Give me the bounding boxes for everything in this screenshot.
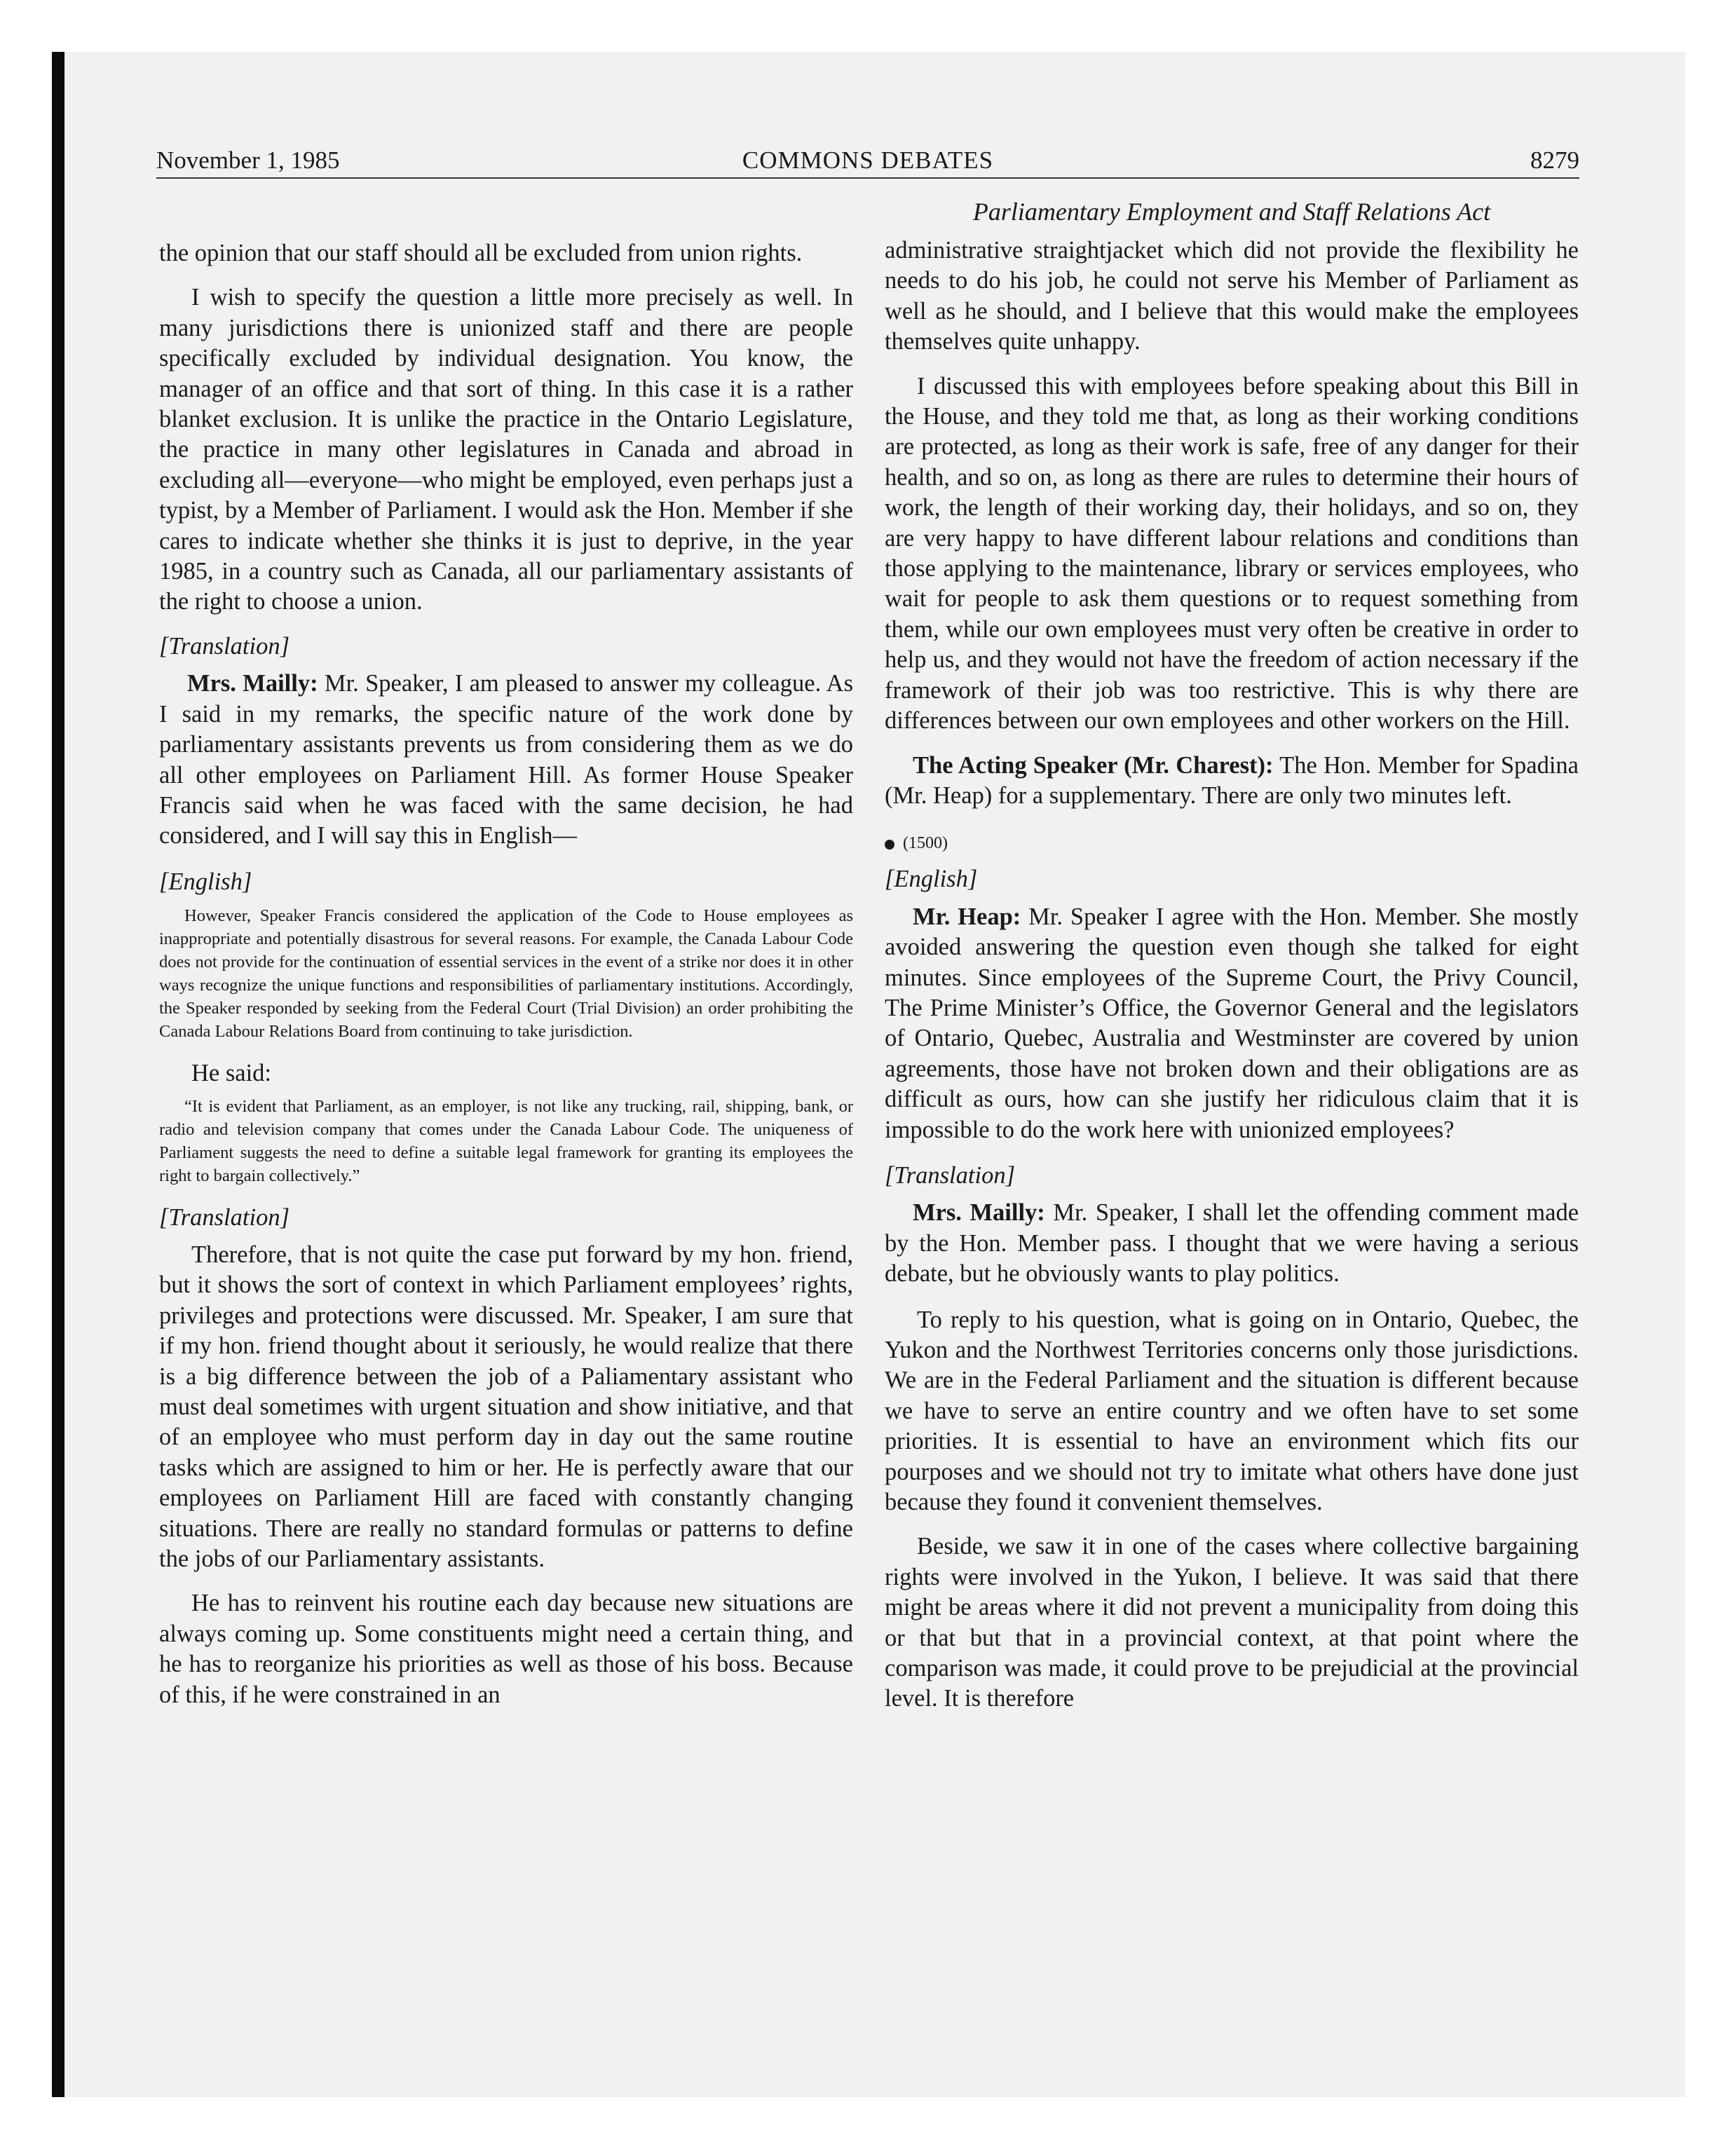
paragraph: He has to reinvent his routine each day because new situations are always coming up. Some constituents might need a certain thing, and he has to reorganize his priorities as well as those of his boss. Because of this, if he were constrained in an: [159, 1590, 853, 1708]
header-page-number: 8279: [1530, 146, 1579, 174]
language-tag: [English]: [159, 868, 252, 895]
paragraph: I discussed this with employees before speaking about this Bill in the House, and they told me that, as long as their working conditions are protected, as long as their work is safe, free of any danger for their health, and so on, as long as there are rules to determine their hours of work, the length of their working day, their holidays, and so on, they are very happy to have different labour relations and conditions than those applying to the maintenance, library or services employees, who wait for people to ask them questions or to request something from them, while our own employees must very often be creative in order to help us, and they would not have the freedom of action necessary if the framework of their job was too restrictive. This is why there are differences between our own employees and other workers on the Hill.: [885, 372, 1579, 735]
cited-paragraph: However, Speaker Francis considered the application of the Code to House employees as inappropriate and potentially disastrous for several reasons. For example, the Canada Labour Code does not provide for the continuation of essential services in the event of a strike nor does it in other ways recognize the unique functions and responsibilities of parliamentary institutions. Accordingly, the Speaker responded by seeking from the Federal Court (Trial Division) an order prohibiting the Canada Labour Relations Board from continuing to take jurisdiction.: [159, 906, 853, 1042]
section-subheading: Parliamentary Employment and Staff Relations Act: [972, 198, 1491, 226]
block-quote: “It is evident that Parliament, as an employer, is not like any trucking, rail, shipping, bank, or radio and television company that comes under the Canada Labour Code. The uniqueness of Parliament suggests the need to define a suitable legal framework for granting its employees the right to bargain collectively.”: [159, 1096, 853, 1185]
speaker-name: Mrs. Mailly:: [913, 1199, 1045, 1227]
speech-text: The Hon. Member for Spadina (Mr. Heap) for a supplementary. There are only two minutes left.: [885, 751, 1579, 809]
bullet-icon: [885, 840, 894, 850]
right-column: [885, 236, 1579, 1728]
header-title: COMMONS DEBATES: [742, 146, 994, 174]
speaker-name: The Acting Speaker (Mr. Charest):: [913, 751, 1274, 779]
language-tag: [Translation]: [159, 1203, 290, 1231]
speech-paragraph: [885, 1198, 1579, 1289]
paragraph: the opinion that our staff should all be excluded from union rights.: [159, 240, 803, 266]
paragraph: Therefore, that is not quite the case put forward by my hon. friend, but it shows the sort of context in which Parliament employees’ rights, privileges and protections were discussed. Mr. Speaker, I am sure that if my hon. friend thought about it seriously, he would realize that there is a big difference between the job of a Paliamentary assistant who must deal sometimes with urgent situation and show initiative, and that of an employee who must perform day in day out the same routine tasks which are assigned to him or her. He is perfectly aware that our employees on Parliament Hill are faced with constantly changing situations. There are really no standard formulas or patterns to define the jobs of our Parliamentary assistants.: [159, 1241, 853, 1572]
paragraph: I wish to specify the question a little more precisely as well. In many jurisdictions there is unionized staff and there are people specifically excluded by individual designation. You know, the manager of an office and that sort of thing. In this case it is a rather blanket exclusion. It is unlike the practice in the Ontario Legislature, the practice in many other legislatures in Canada and abroad in excluding all—everyone—who might be employed, even perhaps just a typist, by a Member of Parliament. I would ask the Hon. Member if she cares to indicate whether she thinks it is just to deprive, in the year 1985, in a country such as Canada, all our parliamentary assistants of the right to choose a union.: [159, 284, 853, 615]
language-tag: [Translation]: [159, 632, 290, 660]
paragraph: To reply to his question, what is going on in Ontario, Quebec, the Yukon and the Northwest Territories concerns only those jurisdictions. We are in the Federal Parliament and the situation is different because we have to serve an entire country and we often have to set some priorities. It is essential to have an environment which fits our pourposes and we should not try to imitate what others have done just because they found it convenient themselves.: [885, 1306, 1579, 1516]
speech-paragraph: [885, 751, 1579, 812]
page-header: [156, 143, 1579, 178]
speaker-name: Mrs. Mailly:: [187, 670, 318, 697]
speaker-name: Mr. Heap:: [913, 903, 1021, 930]
speech-text: Mr. Speaker I agree with the Hon. Member. She mostly avoided answering the question even though she talked for eight minutes. Since employees of the Supreme Court, the Privy Council, The Prime Minister’s Office, the Governor General and the legislators of Ontario, Quebec, Australia and Westminster are covered by union agreements, those have not broken down and their obligations are as difficult as ours, how can she justify her ridiculous claim that it is impossible to do the work here with unionized employees?: [885, 903, 1579, 1143]
speech-text: Mr. Speaker, I am pleased to answer my colleague. As I said in my remarks, the specific nature of the work done by parliamentary assistants prevents us from considering them as we do all other employees on Parliament Hill. As former House Speaker Francis said when he was faced with the same decision, he had considered, and I will say this in English—: [159, 670, 853, 850]
speech-paragraph: [159, 669, 853, 851]
speech-text: Mr. Speaker, I shall let the offending comment made by the Hon. Member pass. I thought that we were having a serious debate, but he obviously wants to play politics.: [885, 1199, 1579, 1288]
left-column: [159, 238, 853, 1724]
paragraph: He said:: [191, 1060, 272, 1087]
time-marker: [885, 832, 1579, 854]
header-date: November 1, 1985: [156, 146, 340, 174]
header-rule: [156, 177, 1579, 179]
scan-edge-shadow: [52, 52, 64, 2097]
language-tag: [English]: [885, 866, 978, 893]
time-stamp: (1500): [903, 834, 948, 853]
paragraph: Beside, we saw it in one of the cases where collective bargaining rights were involved in the Yukon, I believe. It was said that there might be areas where it did not prevent a municipality from doing this or that but that in a provincial context, at that point where the comparison was made, it could prove to be prejudicial at the provincial level. It is therefore: [885, 1533, 1579, 1712]
language-tag: [Translation]: [885, 1161, 1015, 1189]
speech-paragraph: [885, 902, 1579, 1145]
paragraph: administrative straightjacket which did not provide the flexibility he needs to do his job, he could not serve his Member of Parliament as well as he should, and I believe that this would make the employees themselves quite unhappy.: [885, 237, 1579, 355]
